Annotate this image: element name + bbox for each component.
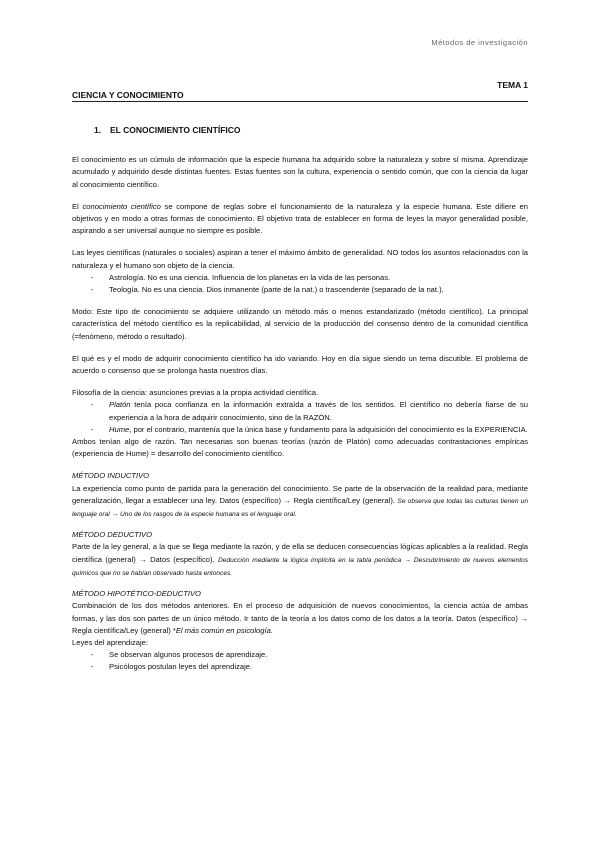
- paragraph-4: Modo: Este tipo de conocimiento se adquiere utilizando un método más o menos estandarizado (método científico). La principal característica del método científico es la replicabilidad, al servicio de la producción del consenso dentro de la comunidad científica (=fenómeno, método o resultado).: [72, 307, 528, 341]
- method-hypothetico-deductive: [72, 588, 528, 673]
- method-description: Parte de la ley general, a la que se llega mediante la razón, y de ella se deducen consecuencias lógicas aplicables a la realidad. Regla científica (general) → Datos (específico).: [72, 542, 528, 564]
- list-item: [72, 272, 528, 284]
- paragraph-6: Filosofía de la ciencia: asunciones previas a la propia actividad científica.: [72, 388, 319, 398]
- bullet-dash: -: [91, 272, 94, 282]
- bullet-dash: -: [91, 285, 94, 295]
- method-text: [72, 483, 528, 522]
- list-item-text: Astrología. No es una ciencia. Influencia de los planetas en la vida de las personas.: [109, 272, 391, 282]
- page-title: CIENCIA Y CONOCIMIENTO: [72, 90, 528, 102]
- document-body: [72, 124, 528, 674]
- running-header: Métodos de investigación: [431, 38, 528, 47]
- method-deductive: [72, 529, 528, 580]
- philosopher-name: Platón: [109, 400, 131, 410]
- method-heading: MÉTODO DEDUCTIVO: [72, 530, 153, 540]
- section-number: 1.: [94, 125, 102, 135]
- paragraph-1: El conocimiento es un cúmulo de información que la especie humana ha adquirido sobre la naturaleza y sobre sí misma. Aprendizaje acumulado y adquirido desde distintas fuentes. Estas fuentes son la cultura, experiencia o sentido común, que con la ciencia da lugar al conocimiento científico.: [72, 155, 528, 189]
- laws-label: Leyes del aprendizaje:: [72, 637, 148, 647]
- list-philosophers: [72, 399, 528, 436]
- list-item: [72, 424, 528, 436]
- list-learning-laws: [72, 649, 528, 673]
- paragraph-7: Ambos tenían algo de razón. Tan necesarias son buenas teorías (razón de Platón) como adecuadas contrastaciones empíricas (experiencia de Hume) = desarrollo del conocimiento científico.: [72, 437, 528, 459]
- list-item-text: , por el contrario, mantenía que la única base y fundamento para la adquisición del conocimiento es la EXPERIENCIA.: [129, 424, 528, 434]
- method-text: [72, 600, 528, 637]
- tema-label: TEMA 1: [497, 80, 528, 90]
- method-description: La experiencia como punto de partida para la generación del conocimiento. Se parte de la observación de la realidad para, mediante generalización, llegar a establecer una ley. Datos (específico) → Regla científica/Ley (general).: [72, 483, 528, 505]
- bullet-dash: -: [91, 662, 94, 672]
- list-item-text: tenía poca confianza en la información extraída a través de los sentidos. El científico no debería fiarse de su experiencia a la hora de adquirir conocimiento, sino de la RAZÓN.: [109, 400, 528, 422]
- method-description: Combinación de los dos métodos anteriores. En el proceso de adquisición de nuevos conocimientos, la ciencia actúa de ambas formas, y las dos son partes de un único método. Ir tanto de la teoría a los datos como de los datos a la teoría. Datos (específico) → Regla científica/Ley (general) *: [72, 601, 528, 635]
- method-heading: MÉTODO HIPOTÉTICO-DEDUCTIVO: [72, 589, 201, 599]
- method-heading: MÉTODO INDUCTIVO: [72, 471, 150, 481]
- philosopher-name: Hume: [109, 424, 130, 434]
- p2-pre: El: [72, 201, 83, 211]
- list-item-text: Teología. No es una ciencia. Dios inmanente (parte de la nat.) o trascendente (separado de la nat.).: [109, 285, 444, 295]
- method-example: Deducción mediante la lógica implícita en la tabla periódica → Descubrimiento de nuevos elementos químicos que no se habían observado hasta entonces.: [72, 556, 528, 577]
- p2-italic: conocimiento científico: [82, 201, 161, 211]
- method-comment: El más común en psicología.: [175, 625, 273, 635]
- list-item: [72, 649, 528, 661]
- list-item-text: Se observan algunos procesos de aprendizaje.: [109, 650, 268, 660]
- p2-post: se compone de reglas sobre el funcionamiento de la naturaleza y la especie humana. Este difiere en objetivos y en modo a otras formas de conocimiento. El objetivo trata de establecer en forma de leyes la mayor generalidad posible, aspirando a ser universal aunque no siempre es posible.: [72, 201, 528, 236]
- method-inductive: [72, 470, 528, 521]
- list-item: [72, 399, 528, 423]
- paragraph-5: El qué es y el modo de adquirir conocimiento científico ha ido variando. Hoy en día sigue siendo un tema discutible. El problema de acuerdo o consenso que se prolonga hasta nuestros días.: [72, 353, 528, 376]
- method-example: Se observa que todas las culturas tienen un lenguaje oral → Uno de los rasgos de la especie humana es el lenguaje oral.: [72, 497, 529, 519]
- paragraph-3: Las leyes científicas (naturales o sociales) aspiran a tener el máximo ámbito de generalidad. NO todos los asuntos relacionados con la naturaleza y el humano son objeto de la ciencia.: [72, 248, 528, 270]
- bullet-dash: -: [91, 650, 94, 660]
- section-title: EL CONOCIMIENTO CIENTÍFICO: [110, 125, 241, 135]
- list-item: [72, 661, 528, 673]
- list-non-sciences: [72, 272, 528, 296]
- list-item-text: Psicólogos postulan leyes del aprendizaje.: [109, 662, 253, 672]
- paragraph-2: [72, 201, 528, 238]
- method-text: [72, 541, 528, 580]
- section-heading: [94, 124, 528, 136]
- bullet-dash: -: [91, 400, 94, 410]
- list-item: [72, 284, 528, 296]
- bullet-dash: -: [91, 424, 94, 434]
